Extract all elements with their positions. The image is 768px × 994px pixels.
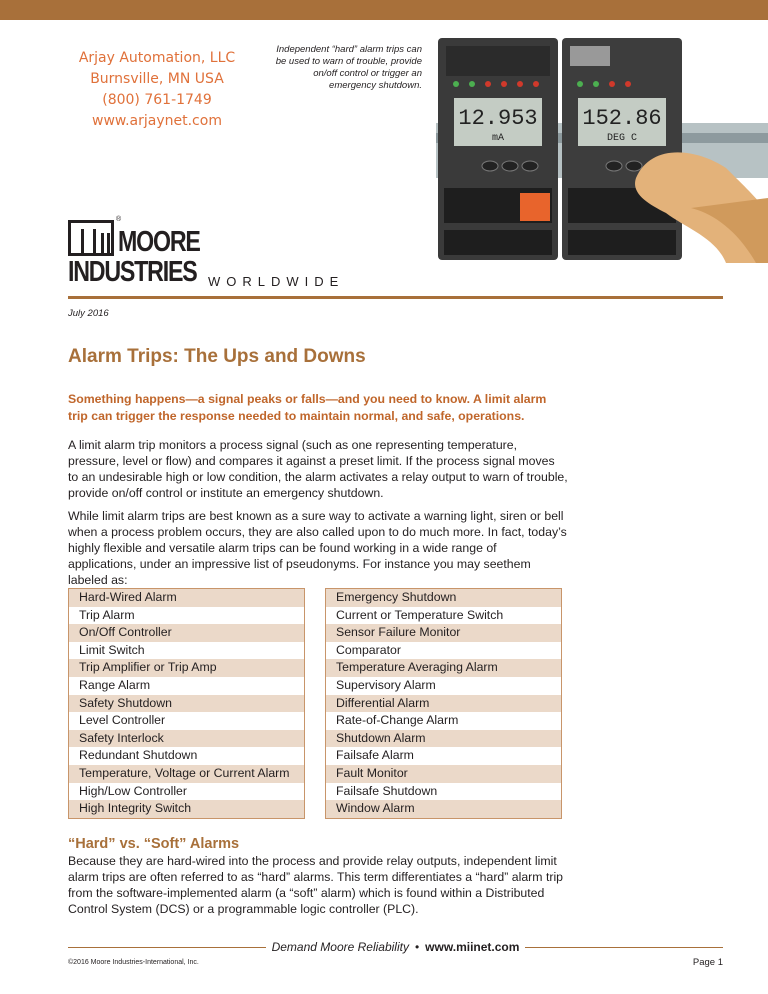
table-row: Temperature Averaging Alarm [326,659,561,677]
header-divider [68,296,723,299]
page-title: Alarm Trips: The Ups and Downs [68,346,366,367]
footer-slogan: Demand Moore Reliability [271,940,409,954]
table-row: Window Alarm [326,800,561,818]
table-row: On/Off Controller [69,624,304,642]
table-row: Failsafe Alarm [336,748,414,763]
footer-rule-right [525,947,723,948]
table-row: Sensor Failure Monitor [326,624,561,642]
page-number: Page 1 [692,957,723,968]
table-row: Range Alarm [79,677,151,692]
table-row: Differential Alarm [326,695,561,713]
table-row: Safety Shutdown [69,695,304,713]
logo-mark-icon [68,220,114,256]
paragraph-3: Because they are hard-wired into the process and provide relay outputs, independent limit alarm trips are often referred to as “hard” alarms. This term differentiates a “hard” alarm trip from the software-implemented alarm (a “soft” alarm) which is found within a Distributed Control System (DCS) or a programmable logic controller (PLC). [68,854,564,916]
table-row: Rate-of-Change Alarm [336,713,459,728]
product-photo [436,38,768,263]
paragraph-2: While limit alarm trips are best known as a sure way to activate a warning light, siren or bell when a process problem occurs, they are also called upon to do much more. In fact, today’s highly flexible and versatile alarm trips can be found working in a wide range of applications, under an impressive list of pseudonyms. For instance you may seethem labeled as: [68,509,567,587]
display-1-value: 12.953 [458,106,538,131]
section-heading: “Hard” vs. “Soft” Alarms [68,836,240,852]
logo-line-2: INDUSTRIES [68,256,197,288]
names-table-right [325,588,562,819]
logo-line-3: WORLDWIDE [208,274,345,289]
paragraph-1: A limit alarm trip monitors a process signal (such as one representing temperature, pressure, level or flow) and compares it against a preset limit. If the process signal moves to an undesirable high or low condition, the alarm activates a relay output to warn of trouble, provide on/off control or institute an emergency shutdown. [68,438,568,500]
table-row: Redundant Shutdown [79,748,198,763]
logo-line-1: MOORE [118,226,200,258]
names-table-left [68,588,305,819]
table-row: Failsafe Shutdown [336,783,438,798]
table-row: High/Low Controller [79,783,187,798]
display-2-unit: DEG C [606,133,638,144]
table-row: High Integrity Switch [69,800,304,818]
footer-bullet: • [414,940,420,954]
footer-tagline [68,940,723,954]
dealer-location: Burnsville, MN USA [90,71,224,87]
lead-paragraph: Something happens—a signal peaks or falls—and you need to know. A limit alarm trip can trigger the response needed to maintain normal, and safe, operations. [68,392,547,423]
table-row: Safety Interlock [69,730,304,748]
footer-rule-left [68,947,266,948]
table-row: Temperature, Voltage or Current Alarm [69,765,304,783]
table-row: Shutdown Alarm [326,730,561,748]
table-row: Emergency Shutdown [326,589,561,607]
table-row: Level Controller [79,713,166,728]
dealer-website[interactable]: www.arjaynet.com [92,113,222,129]
photo-caption: Independent “hard” alarm trips can be used to warn of trouble, provide on/off control or trigger an emergency shutdown. [275,44,422,91]
top-bar [0,0,768,20]
footer-url[interactable]: www.miinet.com [425,940,520,954]
table-row: Trip Alarm [79,607,135,622]
copyright: ©2016 Moore Industries-International, Inc. [68,959,199,966]
table-row: Limit Switch [79,642,145,657]
table-row: Trip Amplifier or Trip Amp [69,659,304,677]
dealer-name: Arjay Automation, LLC [78,50,236,66]
table-row: Fault Monitor [326,765,561,783]
dealer-phone: (800) 761-1749 [102,92,212,108]
table-row: Hard-Wired Alarm [69,589,304,607]
display-2-value: 152.86 [582,106,662,131]
dealer-info [62,48,252,132]
table-row: Comparator [336,642,401,657]
table-row: Supervisory Alarm [336,677,436,692]
publication-date: July 2016 [68,308,109,319]
table-row: Current or Temperature Switch [336,607,504,622]
display-1-unit: mA [491,133,505,144]
registered-mark: ® [116,216,122,223]
